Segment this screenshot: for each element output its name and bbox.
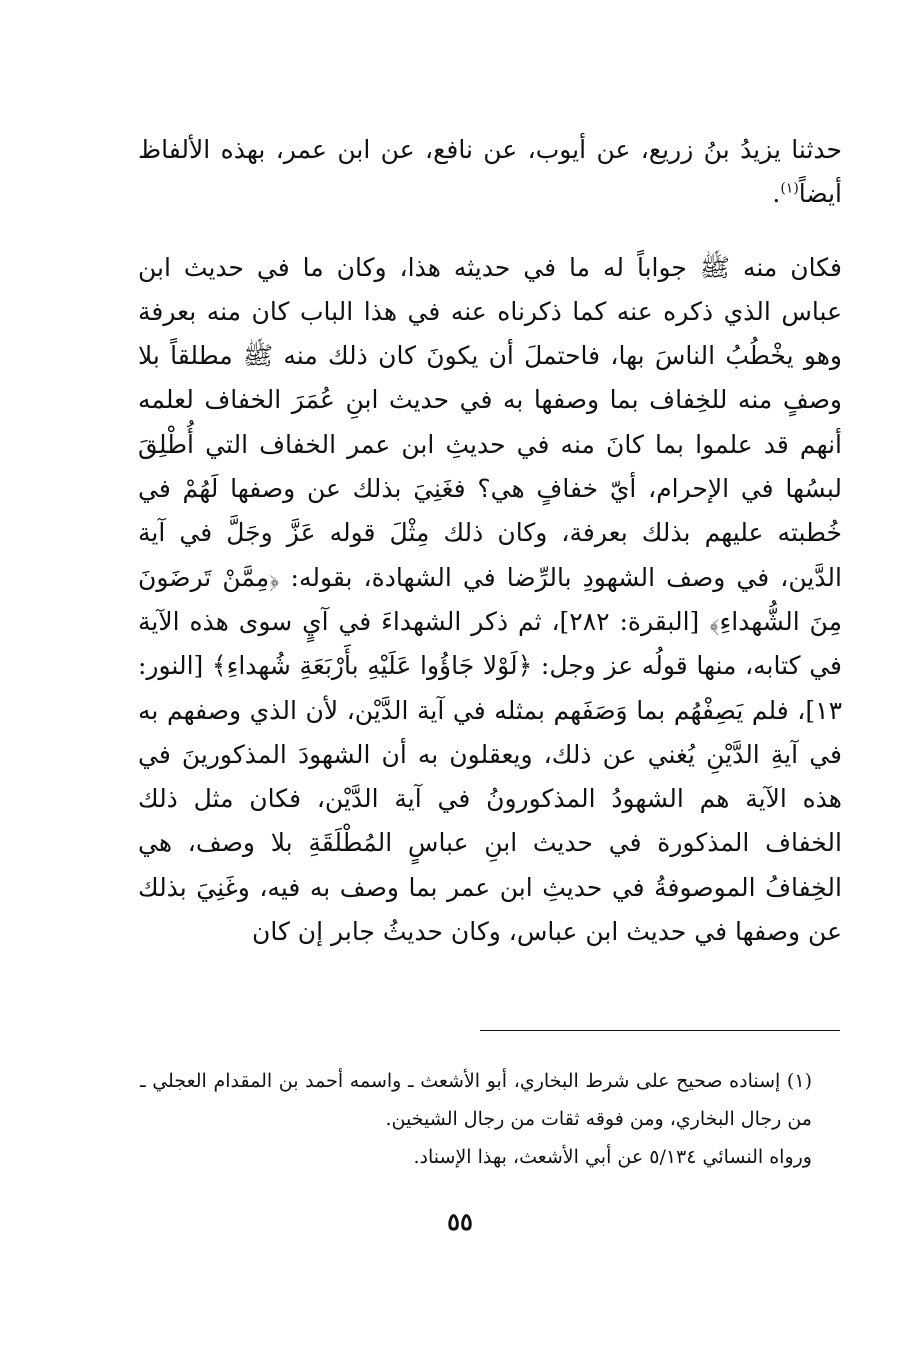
page-number: ٥٥ — [447, 1207, 473, 1236]
footnote-divider — [480, 1030, 840, 1031]
paragraph-1 — [138, 128, 842, 217]
paragraph-2: فكان منه ﷺ جواباً له ما في حديثه هذا، وكان ما في حديث ابن عباس الذي ذكره عنه كما ذكرناه عنه في هذا الباب كان منه بعرفة وهو يخْطُبُ الناسَ بها، فاحتملَ أن يكونَ كان ذلك منه ﷺ مطلقاً بلا وصفٍ منه للخِفاف بما وصفها به في حديث ابنِ عُمَرَ الخفاف لعلمه أنهم قد علموا بما كانَ منه في حديثِ ابن عمر الخفاف التي أُطْلِقَ لبسُها في الإحرام، أيّ خفافٍ هي؟ فغَنِيَ بذلك عن وصفها لَهُمْ في خُطبته عليهم بذلك بعرفة، وكان ذلك مِثْلَ قوله عَزَّ وجَلَّ في آية الدَّين، في وصف الشهودِ بالرِّضا في الشهادة، بقوله: ﴿مِمَّنْ تَرضَونَ مِنَ الشُّهداءِ﴾ [البقرة: ٢٨٢]، ثم ذكر الشهداءَ في آيٍ سوى هذه الآية في كتابه، منها قولُه عز وجل: ﴿لَوْلا جَاؤُوا عَلَيْهِ بأَرْبَعَةِ شُهداءِ﴾ [النور: ١٣]، فلم يَصِفْهُم بما وَصَفَهم بمثله في آية الدَّيْن، لأن الذي وصفهم به في آيةِ الدَّيْنِ يُغني عن ذلك، ويعقلون به أن الشهودَ المذكورينَ في هذه الآية هم الشهودُ المذكورونُ في آية الدَّيْن، فكان مثل ذلك الخفاف المذكورة في حديث ابنِ عباسٍ المُطْلَقَةِ بلا وصف، هي الخِفافُ الموصوفةُ في حديثِ ابن عمر بما وصف به فيه، وغَنِيَ بذلك عن وصفها في حديث ابن عباس، وكان حديثُ جابر إن كان — [138, 252, 842, 947]
main-text — [138, 128, 842, 954]
paragraph-1-end: . — [772, 179, 781, 209]
footnote-reference[interactable]: (١) — [780, 180, 799, 197]
paragraph-1-text: حدثنا يزيدُ بنُ زريع، عن أيوب، عن نافع، عن ابن عمر، بهذه الألفاظ أيضاً — [138, 135, 842, 209]
footnote-1-continuation: ورواه النسائي ٥/١٣٤ عن أبي الأشعث، بهذا الإسناد. — [413, 1146, 812, 1168]
footnotes-section — [140, 1062, 840, 1176]
footnote-1: (١) إسناده صحيح على شرط البخاري، أبو الأشعث ـ واسمه أحمد بن المقدام العجلي ـ من رجال البخاري، ومن فوقه ثقات من رجال الشيخين. — [140, 1070, 812, 1130]
